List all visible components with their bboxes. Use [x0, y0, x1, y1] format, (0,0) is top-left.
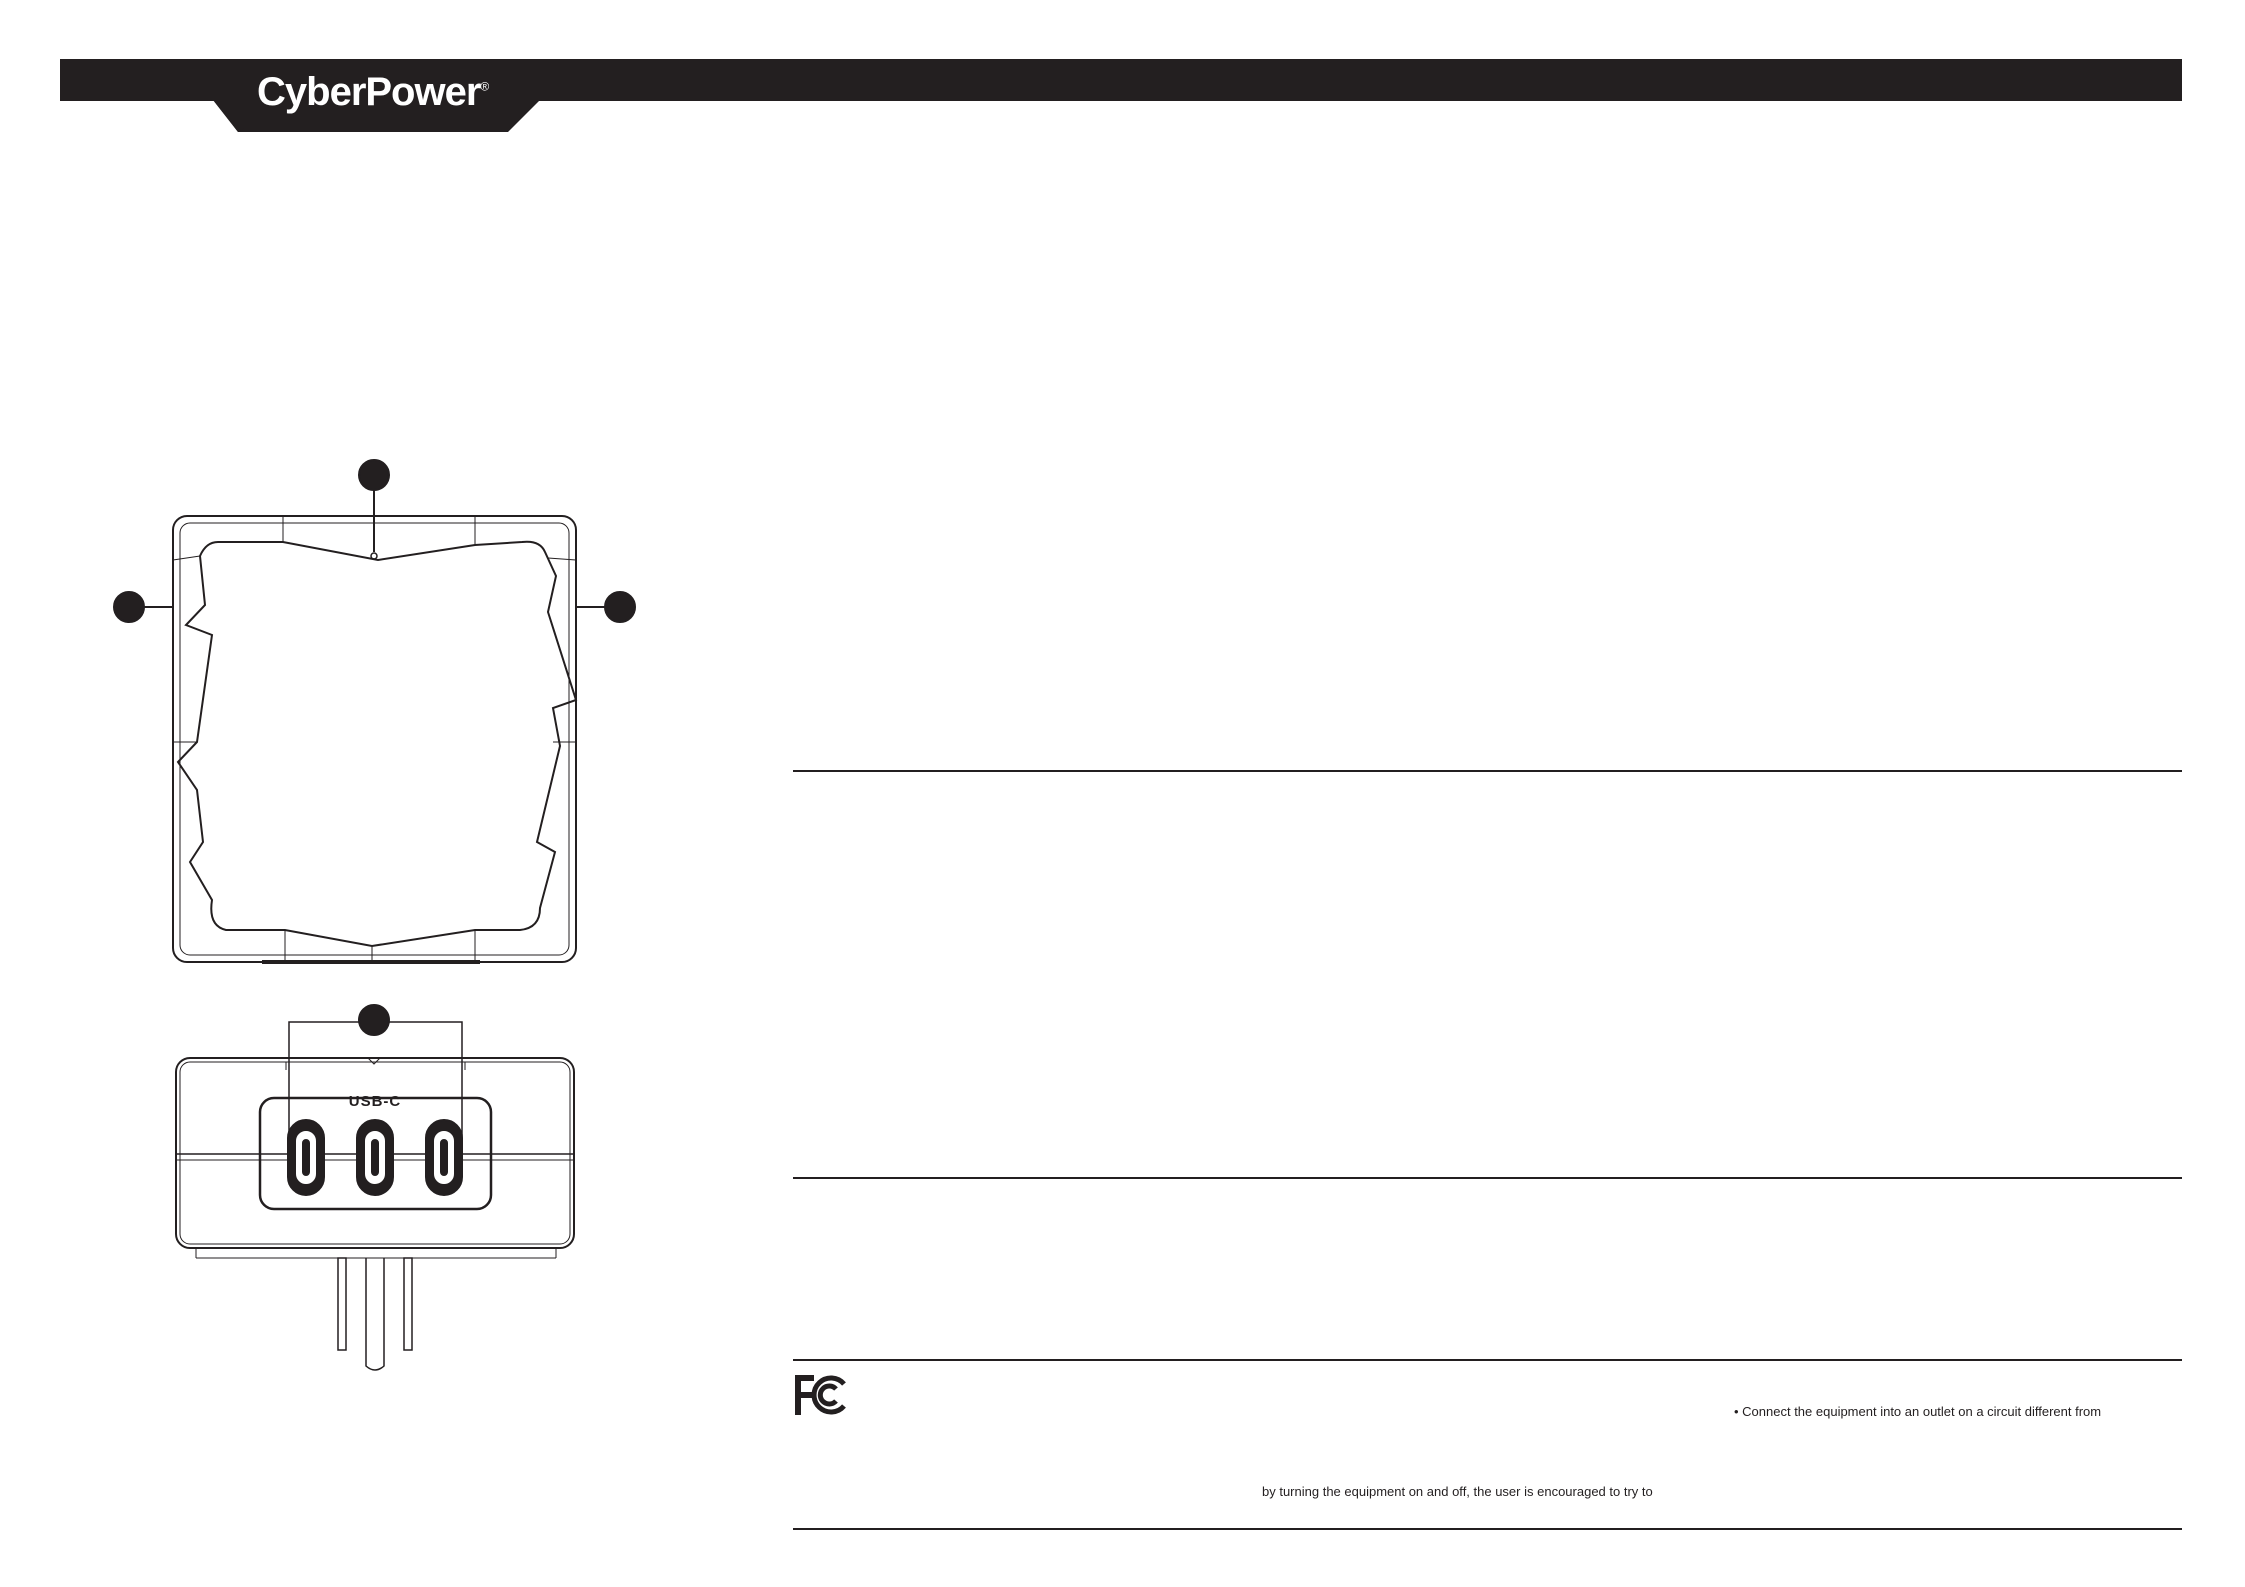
top-view-drawing	[173, 516, 576, 962]
section-divider	[793, 770, 2182, 772]
usb-c-label: USB-C	[348, 1093, 402, 1110]
callout-markers	[114, 460, 635, 622]
front-view-drawing	[176, 1005, 574, 1370]
fcc-logo-icon	[792, 1372, 848, 1418]
fcc-remedy-text: • Connect the equipment into an outlet on a circuit different from	[1734, 1404, 2102, 1419]
fcc-interference-text: by turning the equipment on and off, the user is encouraged to try to	[1262, 1484, 1653, 1499]
section-divider	[793, 1528, 2182, 1530]
section-divider	[793, 1177, 2182, 1179]
brand-logo: CyberPower®	[257, 70, 489, 114]
usb-c-ports	[288, 1120, 462, 1195]
section-divider	[793, 1359, 2182, 1361]
